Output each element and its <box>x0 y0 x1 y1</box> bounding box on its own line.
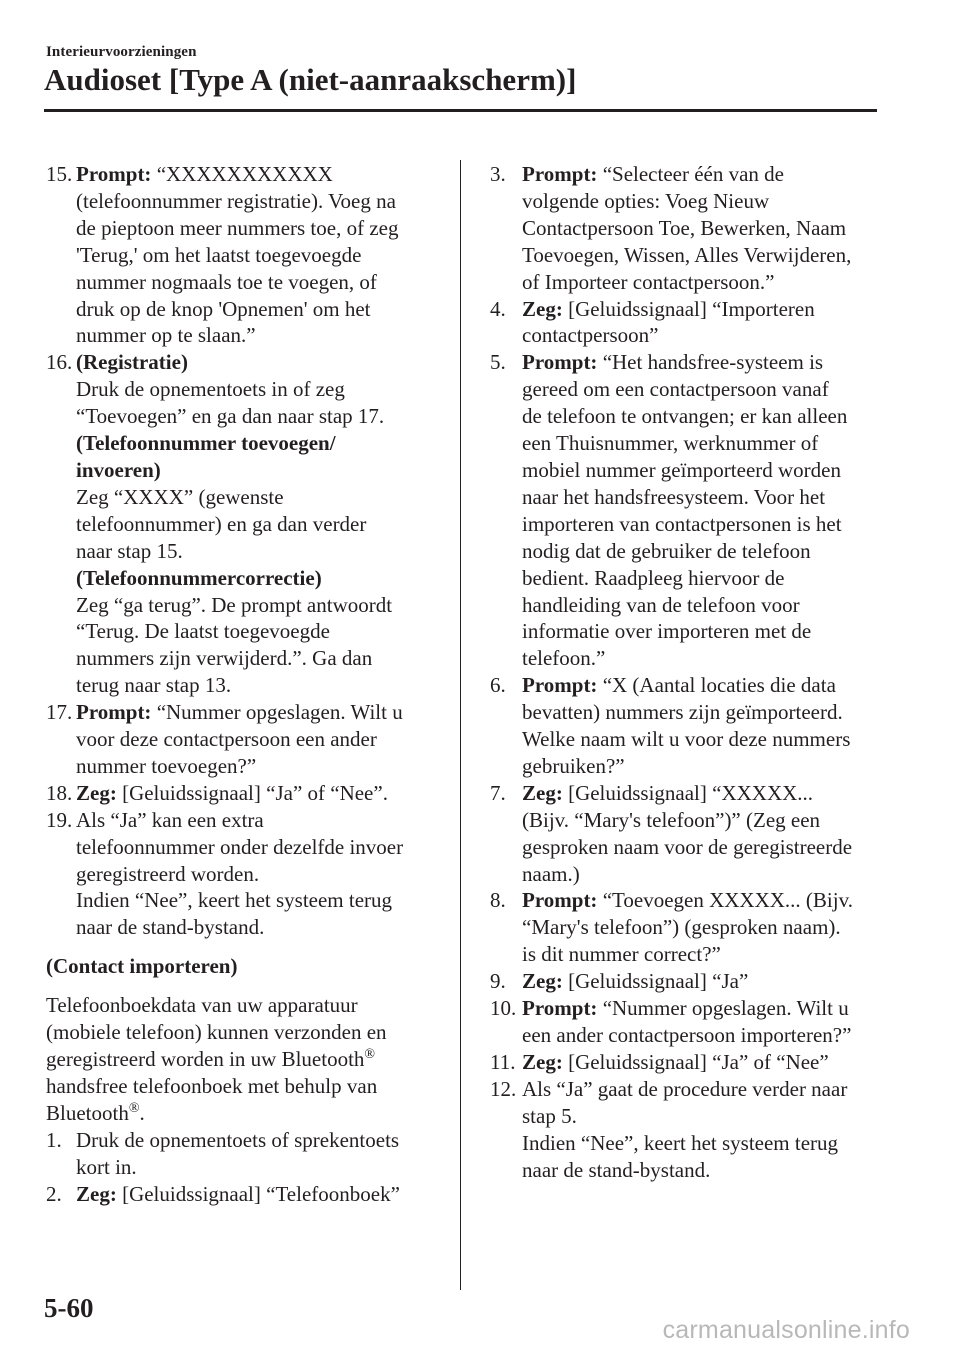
step-number: 19. <box>46 807 73 832</box>
step-label: Zeg: <box>76 1181 117 1206</box>
header-rule <box>44 109 877 112</box>
step-12: 12. Als “Ja” gaat de procedure verder naar stap 5. Indien “Nee”, keert het systeem terug naar de stand-bystand. <box>490 1076 848 1182</box>
step-label: Prompt: <box>522 888 598 913</box>
step-9: 9. Zeg: [Geluidssignaal] “Ja” <box>490 969 749 994</box>
intro-paragraph: Telefoonboekdata van uw apparatuur (mobiele telefoon) kunnen verzonden en geregistreerd worden in uw Bluetooth® handsfree telefoonboek met behulp van Bluetooth®. <box>46 993 387 1125</box>
step-7: 7. Zeg: [Geluidssignaal] “XXXXX... (Bijv. “Mary's telefoon”)” (Zeg een gesproken naam voor de geregistreerde naam.) <box>490 780 853 886</box>
step-11: 11. Zeg: [Geluidssignaal] “Ja” of “Nee” <box>490 1049 829 1074</box>
sub-heading: (Telefoonnummer toevoegen/ <box>76 431 336 456</box>
registered-mark: ® <box>364 1047 376 1062</box>
step-label: Prompt: <box>76 700 152 725</box>
step-6: 6. Prompt: “X (Aantal locaties die data bevatten) nummers zijn geïmporteerd. Welke naam wilt u voor deze nummers gebruiken?” <box>490 673 851 778</box>
step-label: Prompt: <box>522 996 598 1021</box>
step-number: 12. <box>490 1076 517 1101</box>
step-number: 15. <box>46 162 73 186</box>
column-divider <box>460 160 461 1290</box>
step-number: 7. <box>490 780 506 805</box>
section-label: Interieurvoorzieningen <box>46 44 197 60</box>
step-number: 8. <box>490 888 506 913</box>
step-label: Prompt: <box>76 162 152 186</box>
step-label: Zeg: <box>522 969 563 994</box>
step-15: 15. Prompt: “XXXXXXXXXXX (telefoonnummer registratie). Voeg na de pieptoon meer nummers toe, of zeg 'Terug,' om het laatst toegevoegde nummer nogmaals toe te voegen, of druk op de knop 'Opnemen' om het nummer op te slaan.” <box>46 162 399 348</box>
step-8: 8. Prompt: “Toevoegen XXXXX... (Bijv. “Mary's telefoon”) (gesproken naam). is dit nummer correct?” <box>490 888 853 967</box>
step-label: Zeg: <box>522 780 563 805</box>
step-number: 18. <box>46 780 73 805</box>
right-column <box>490 161 890 1183</box>
step-number: 2. <box>46 1181 62 1206</box>
step-3: 3. Prompt: “Selecteer één van de volgende opties: Voeg Nieuw Contactpersoon Toe, Bewerken, Naam Toevoegen, Wissen, Alles Verwijderen, of Importeer contactpersoon.” <box>490 162 852 294</box>
left-column <box>46 161 441 1207</box>
step-5: 5. Prompt: “Het handsfree-systeem is gereed om een contactpersoon vanaf de telefoon te ontvangen; er kan alleen een Thuisnummer, werknummer of mobiel nummer geïmporteerd worden naar het handsfreesysteem. Voor het importeren van contactpersonen is het nodig dat de gebruiker de telefoon bedient. Raadpleeg hiervoor de handleiding van de telefoon voor informatie over importeren met de telefoon.” <box>490 350 848 671</box>
step-number: 11. <box>490 1049 516 1074</box>
step-label: Zeg: <box>522 1049 563 1074</box>
page-number: 5-60 <box>44 1293 94 1323</box>
contact-import-heading: (Contact importeren) <box>46 954 238 979</box>
step-number: 17. <box>46 700 73 725</box>
step-16: 16. (Registratie) Druk de opnementoets in of zeg “Toevoegen” en ga dan naar stap 17. (Telefoonnummer toevoegen/ invoeren) Zeg “XXXX” (gewenste telefoonnummer) en ga dan verder naar stap 15. (Telefoonnummercorrectie) Zeg “ga terug”. De prompt antwoordt “Terug. De laatst toegevoegde nummers zijn verwijderd.”. Ga dan terug naar stap 13. <box>46 349 441 699</box>
step-number: 10. <box>490 996 517 1021</box>
step-number: 6. <box>490 673 506 698</box>
step-number: 1. <box>46 1127 62 1152</box>
watermark: carmanualsonline.info <box>662 1316 910 1344</box>
step-label: (Registratie) <box>76 350 188 375</box>
step-number: 9. <box>490 969 506 994</box>
step-number: 4. <box>490 296 506 321</box>
step-label: Zeg: <box>76 780 117 805</box>
sub-heading: (Telefoonnummercorrectie) <box>76 565 322 590</box>
step-1: 1. Druk de opnementoets of sprekentoets kort in. <box>46 1127 400 1179</box>
registered-mark: ® <box>128 1100 140 1116</box>
step-label: Prompt: <box>522 673 598 698</box>
page-title: Audioset [Type A (niet-aanraakscherm)] <box>44 62 577 97</box>
step-number: 16. <box>46 350 73 375</box>
step-number: 3. <box>490 162 506 186</box>
step-4: 4. Zeg: [Geluidssignaal] “Importeren contactpersoon” <box>490 296 815 348</box>
step-19: 19. Als “Ja” kan een extra telefoonnummer onder dezelfde invoer geregistreerd worden. Indien “Nee”, keert het systeem terug naar de stand-bystand. <box>46 807 404 940</box>
step-18: 18. Zeg: [Geluidssignaal] “Ja” of “Nee”. <box>46 780 388 805</box>
step-label: Prompt: <box>522 350 598 375</box>
step-2: 2. Zeg: [Geluidssignaal] “Telefoonboek” <box>46 1181 400 1206</box>
step-label: Prompt: <box>522 162 598 186</box>
step-number: 5. <box>490 350 506 375</box>
step-label: Zeg: <box>522 296 563 321</box>
step-10: 10. Prompt: “Nummer opgeslagen. Wilt u een ander contactpersoon importeren?” <box>490 996 852 1047</box>
step-17: 17. Prompt: “Nummer opgeslagen. Wilt u voor deze contactpersoon een ander nummer toevoegen?” <box>46 700 403 778</box>
